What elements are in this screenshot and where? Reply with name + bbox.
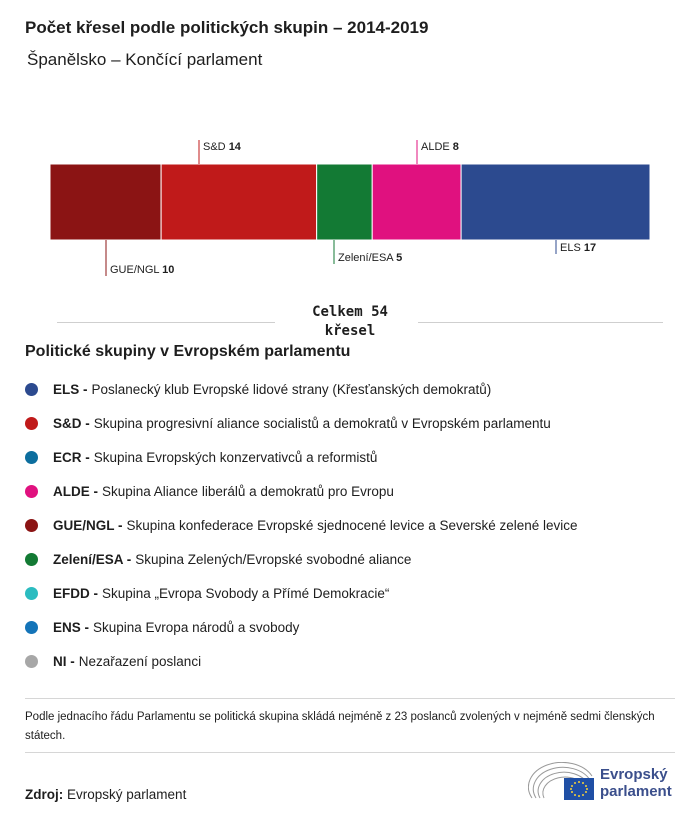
legend-item	[25, 372, 578, 406]
legend-dot	[25, 587, 38, 600]
legend-name: Skupina progresivní aliance socialistů a demokratů v Evropském parlamentu	[93, 415, 551, 431]
bar-segment-sd	[161, 164, 317, 240]
legend-dot	[25, 519, 38, 532]
legend-dot	[25, 451, 38, 464]
legend-abbr: ALDE -	[53, 483, 98, 499]
source-value: Evropský parlament	[67, 787, 187, 802]
segment-label: ELS 17	[560, 242, 597, 254]
legend-item	[25, 542, 578, 576]
legend-title: Politické skupiny v Evropském parlamentu	[25, 343, 351, 360]
legend-dot	[25, 383, 38, 396]
logo-text	[600, 766, 672, 800]
footnote: Podle jednacího řádu Parlamentu se politická skupina skládá nejméně z 23 poslanců zvolených v nejméně sedmi členských státech.	[25, 711, 655, 742]
legend-abbr: ELS -	[53, 381, 88, 397]
segment-label: GUE/NGL 10	[110, 264, 175, 276]
legend-dot	[25, 655, 38, 668]
total-seats	[0, 300, 700, 340]
legend-name: Nezařazení poslanci	[78, 653, 202, 669]
bar-segment-alde	[372, 164, 461, 240]
logo-line2: parlament	[600, 783, 672, 800]
legend-name: Skupina Evropských konzervativců a reformistů	[93, 449, 378, 465]
legend-item	[25, 474, 578, 508]
total-divider-left	[57, 322, 275, 323]
bar-segment-els	[461, 164, 650, 240]
stacked-seat-chart	[0, 130, 700, 280]
bar-segment-guengl	[50, 164, 161, 240]
bar-segment-zelenesa	[317, 164, 373, 240]
chart-subtitle: Španělsko – Končící parlament	[27, 50, 263, 69]
legend-name: Skupina Evropa národů a svobody	[93, 619, 300, 635]
source-line	[25, 787, 186, 802]
ep-logo	[528, 762, 678, 804]
legend-abbr: NI -	[53, 653, 75, 669]
legend-dot	[25, 417, 38, 430]
legend-abbr: ECR -	[53, 449, 90, 465]
source-label: Zdroj:	[25, 787, 64, 802]
segment-label: Zelení/ESA 5	[338, 252, 403, 264]
legend-name: Skupina konfederace Evropské sjednocené levice a Severské zelené levice	[126, 517, 578, 533]
divider-top	[25, 698, 675, 699]
legend-name: Skupina Aliance liberálů a demokratů pro Evropu	[102, 483, 394, 499]
legend-item	[25, 406, 578, 440]
legend-abbr: S&D -	[53, 415, 90, 431]
legend-item	[25, 644, 578, 678]
chart-title: Počet křesel podle politických skupin – 2014-2019	[25, 18, 429, 37]
legend-dot	[25, 553, 38, 566]
legend-dot	[25, 621, 38, 634]
legend-abbr: ENS -	[53, 619, 90, 635]
legend	[25, 372, 578, 678]
legend-item	[25, 610, 578, 644]
total-label: Celkem 54 křesel	[312, 304, 388, 339]
legend-item	[25, 576, 578, 610]
total-divider-right	[418, 322, 663, 323]
legend-abbr: EFDD -	[53, 585, 98, 601]
legend-item	[25, 508, 578, 542]
segment-label: ALDE 8	[421, 141, 459, 153]
legend-name: Poslanecký klub Evropské lidové strany (Křesťanských demokratů)	[91, 381, 492, 397]
legend-abbr: Zelení/ESA -	[53, 551, 132, 567]
legend-name: Skupina „Evropa Svobody a Přímé Demokracie“	[102, 585, 390, 601]
logo-line1: Evropský	[600, 766, 668, 783]
legend-dot	[25, 485, 38, 498]
hemicycle-icon	[528, 762, 598, 804]
legend-item	[25, 440, 578, 474]
legend-name: Skupina Zelených/Evropské svobodné aliance	[135, 551, 412, 567]
segment-label: S&D 14	[203, 141, 241, 153]
legend-abbr: GUE/NGL -	[53, 517, 123, 533]
divider-bottom	[25, 752, 675, 753]
